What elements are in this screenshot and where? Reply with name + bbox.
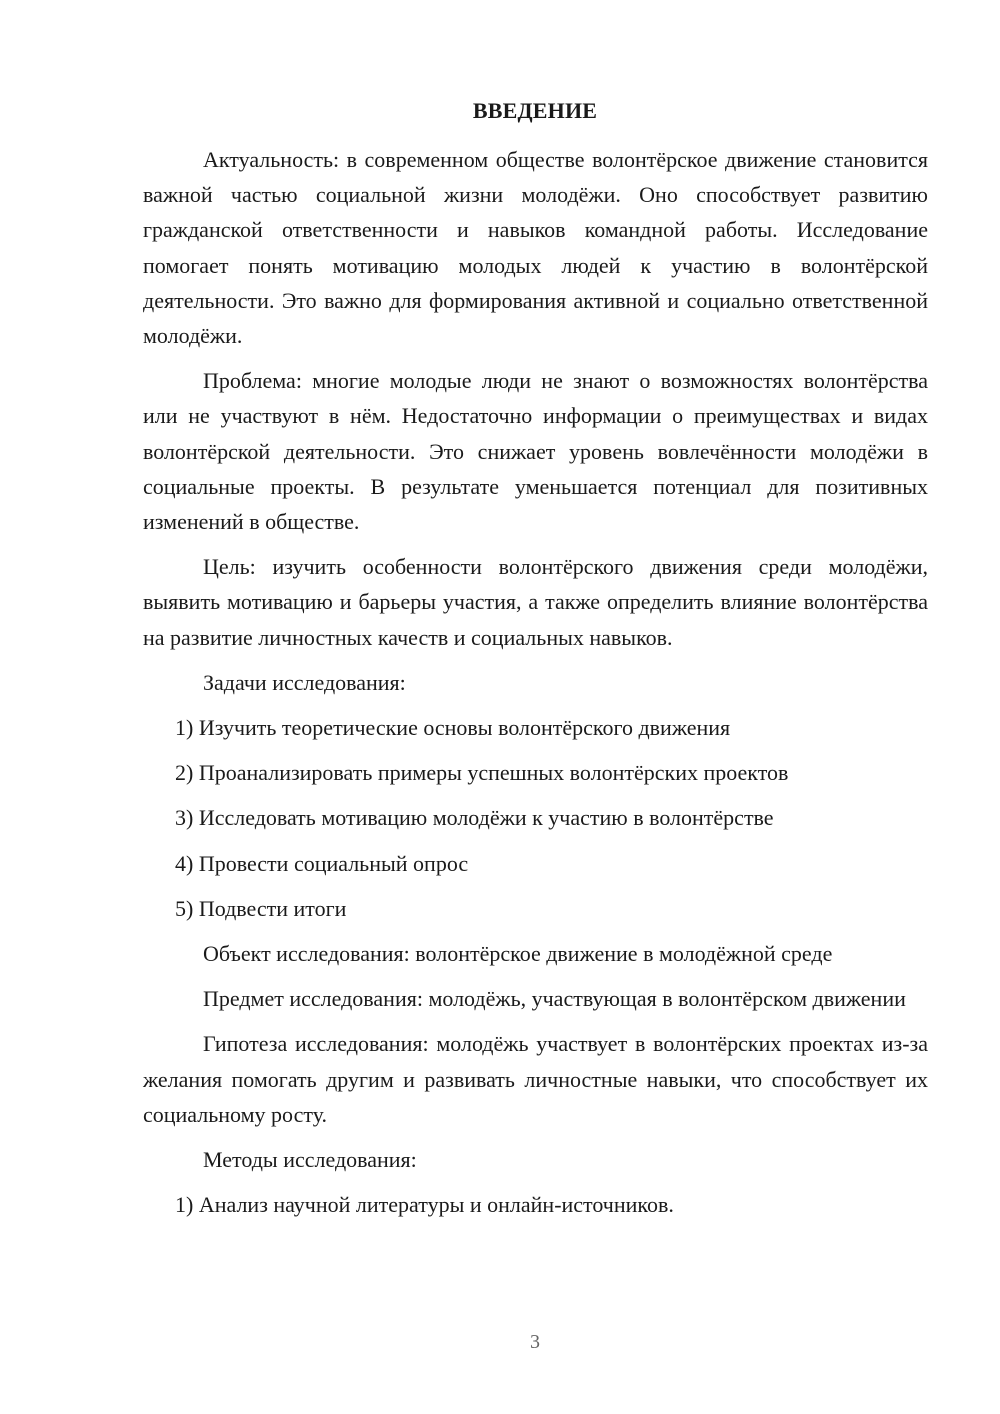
task-item: 3) Исследовать мотивацию молодёжи к участию в волонтёрстве [175,805,774,831]
paragraph-relevance: Актуальность: в современном обществе волонтёрское движение становится важной частью социальной жизни молодёжи. Оно способствует развитию гражданской ответственности и навыков командной работы. Исследование помогает понять мотивацию молодых людей к участию в волонтёрской деятельности. Это важно для формирования активной и социально ответственной молодёжи. [143,147,928,349]
task-item: 4) Провести социальный опрос [175,850,469,876]
task-item: 5) Подвести итоги [175,895,347,921]
paragraph-object: Объект исследования: волонтёрское движение в молодёжной среде [203,941,833,967]
page-number: 3 [530,1331,540,1353]
task-item: 1) Изучить теоретические основы волонтёрского движения [175,715,731,741]
page-title: ВВЕДЕНИЕ [472,98,598,123]
paragraph-subject: Предмет исследования: молодёжь, участвующая в волонтёрском движении [203,986,906,1012]
document-body [143,142,928,1222]
paragraph-goal: Цель: изучить особенности волонтёрского движения среди молодёжи, выявить мотивацию и барьеры участия, а также определить влияние волонтёрства на развитие личностных качеств и социальных навыков. [143,554,928,650]
paragraph-problem: Проблема: многие молодые люди не знают о возможностях волонтёрства или не участвуют в нём. Недостаточно информации о преимуществах и видах волонтёрской деятельности. Это снижает уровень вовлечённости молодёжи в социальные проекты. В результате уменьшается потенциал для позитивных изменений в обществе. [143,368,928,535]
task-item: 2) Проанализировать примеры успешных волонтёрских проектов [175,760,789,786]
methods-heading: Методы исследования: [203,1147,417,1173]
tasks-heading: Задачи исследования: [203,669,406,695]
method-item: 1) Анализ научной литературы и онлайн-источников. [175,1192,674,1218]
paragraph-hypothesis: Гипотеза исследования: молодёжь участвует в волонтёрских проектах из-за желания помогать другим и развивать личностные навыки, что способствует их социальному росту. [143,1031,928,1127]
